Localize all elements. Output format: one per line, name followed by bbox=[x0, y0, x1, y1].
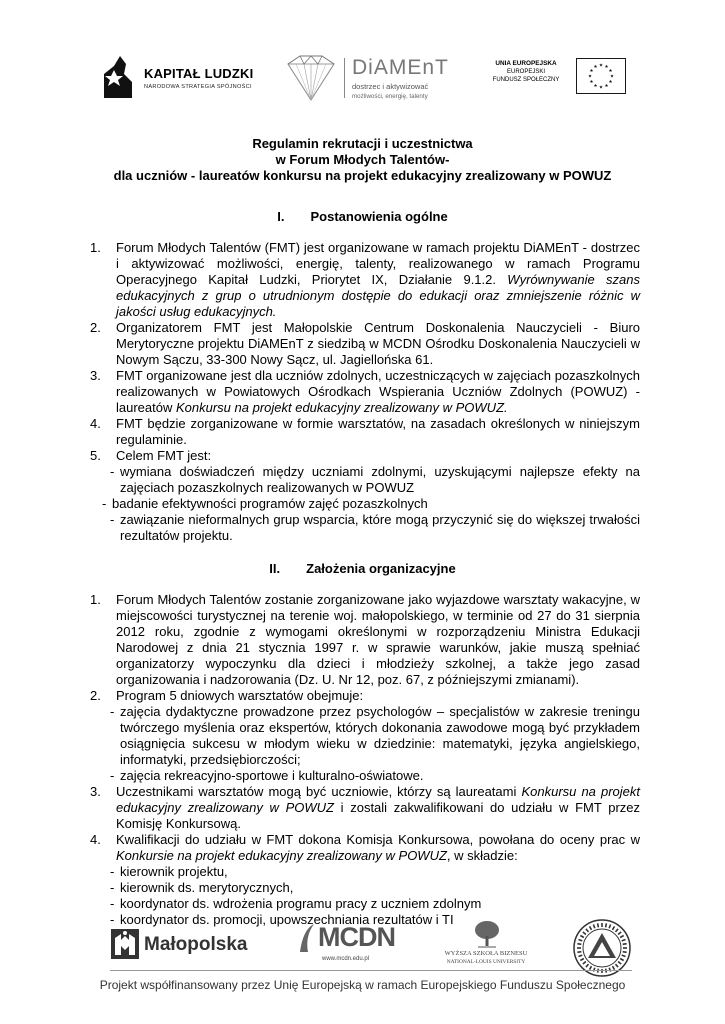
sub-item bbox=[88, 512, 640, 544]
dash: - bbox=[110, 912, 115, 927]
item-text: Organizatorem FMT jest Małopolskie Centrum Doskonalenia Nauczycieli - Biuro Merytoryczne projektu DiAMEnT z siedzibą w MCDN Ośrodku Doskonalenia Nauczycieli w Nowym Sączu, 33-300 Nowy Sącz, ul. Jagiellońska 61. bbox=[116, 320, 640, 367]
footer bbox=[0, 918, 725, 998]
footer-divider bbox=[110, 970, 632, 971]
list-item bbox=[88, 592, 640, 688]
item-text: FMT organizowane jest dla uczniów zdolnych, uczestniczących w zajęciach pozaszkolnych realizowanych w Powiatowych Ośrodkach Wspierania Uczniów Zdolnych (POWUZ) - laureatów bbox=[116, 368, 640, 415]
sub-item-text: koordynator ds. promocji, upowszechniania rezultatów i TI bbox=[120, 912, 454, 927]
sub-item-text: kierownik projektu, bbox=[120, 864, 228, 879]
diament-subtitle-2: możliwości, energię, talenty bbox=[352, 93, 428, 100]
eu-line-2: EUROPEJSKI bbox=[506, 69, 545, 75]
document-title bbox=[0, 136, 725, 184]
item-text-after: , w składzie: bbox=[446, 848, 518, 863]
item-text: Program 5 dniowych warsztatów obejmuje: bbox=[116, 688, 364, 703]
seal-tick bbox=[577, 944, 581, 945]
diamond-icon bbox=[280, 54, 342, 104]
wsb-logo bbox=[436, 920, 536, 968]
sub-item-text: badanie efektywności programów zajęć pozaszkolnych bbox=[112, 496, 428, 511]
sub-item-text: zajęcia rekreacyjno-sportowe i kulturalno-oświatowe. bbox=[120, 768, 424, 783]
mcdn-url: www.mcdn.edu.pl bbox=[322, 956, 370, 962]
item-number: 1. bbox=[90, 240, 101, 255]
section-2-list bbox=[88, 592, 640, 928]
sub-item-text: wymiana doświadczeń między uczniami zdolnymi, uzyskującymi najlepsze efekty na zajęciach pozaszkolnych realizowanych w POWUZ bbox=[120, 464, 640, 495]
national-louis-university-seal-icon bbox=[572, 918, 632, 978]
kapital-ludzki-title: KAPITAŁ LUDZKI bbox=[144, 66, 254, 81]
malopolska-emblem-icon bbox=[110, 928, 140, 960]
dash: - bbox=[110, 864, 115, 879]
section-1-heading bbox=[0, 209, 725, 225]
diament-logo bbox=[280, 54, 460, 106]
sub-item bbox=[88, 464, 640, 496]
item-italic-text: Konkursu na projekt edukacyjny zrealizowany w POWUZ bbox=[116, 784, 640, 815]
section-2-heading bbox=[0, 561, 725, 577]
mcdn-text: MCDN bbox=[318, 922, 395, 952]
sub-item-text: koordynator ds. wdrożenia programu pracy z uczniem zdolnym bbox=[120, 896, 482, 911]
list-item bbox=[88, 320, 640, 368]
diament-separator bbox=[344, 58, 345, 98]
sub-item bbox=[88, 496, 640, 512]
item-text-after: i zostali zakwalifikowani do udziału w FMT przez Komisję Konkursową. bbox=[116, 800, 641, 831]
sub-item bbox=[88, 896, 640, 912]
header-logos bbox=[0, 50, 725, 110]
item-italic-text: Wyrównywanie szans edukacyjnych z grup o utrudnionym dostępie do edukacji oraz zmniejszenie różnic w jakości usług edukacyjnych. bbox=[116, 272, 640, 319]
dash: - bbox=[102, 496, 107, 511]
diament-subtitle-1: dostrzec i aktywizować bbox=[352, 82, 429, 91]
wsb-line-2: NATIONAL-LOUIS UNIVERSITY bbox=[446, 959, 526, 965]
item-number: 2. bbox=[90, 320, 101, 335]
section-1-list bbox=[88, 240, 640, 544]
list-item bbox=[88, 784, 640, 832]
malopolska-text: Małopolska bbox=[144, 934, 248, 955]
item-number: 4. bbox=[90, 832, 101, 847]
sub-item bbox=[88, 704, 640, 768]
title-line-1: Regulamin rekrutacji i uczestnictwa bbox=[252, 136, 473, 151]
list-item bbox=[88, 688, 640, 704]
seal-tick bbox=[623, 952, 627, 953]
kapital-ludzki-emblem-icon bbox=[100, 52, 136, 102]
diament-title: DiAMEnT bbox=[352, 56, 449, 79]
dash: - bbox=[110, 704, 115, 719]
dash: - bbox=[110, 512, 115, 527]
tree-icon bbox=[472, 920, 502, 948]
eu-line-1: UNIA EUROPEJSKA bbox=[495, 60, 557, 67]
list-item bbox=[88, 368, 640, 416]
kapital-ludzki-logo bbox=[100, 52, 270, 104]
section-2-title: Założenia organizacyjne bbox=[306, 561, 456, 576]
section-1-title: Postanowienia ogólne bbox=[310, 209, 448, 224]
funding-note: Projekt współfinansowany przez Unię Europejską w ramach Europejskiego Funduszu Społecznego bbox=[99, 978, 626, 992]
item-number: 4. bbox=[90, 416, 101, 431]
malopolska-logo bbox=[110, 928, 270, 964]
item-text: Kwalifikacji do udziału w FMT dokona Komisja Konkursowa, powołana do oceny prac w bbox=[116, 832, 640, 847]
eu-flag-icon bbox=[576, 58, 626, 94]
title-line-2: w Forum Młodych Talentów- bbox=[275, 152, 450, 167]
dash: - bbox=[110, 880, 115, 895]
item-text: FMT będzie zorganizowane w formie warsztatów, na zasadach określonych w niniejszym regulaminie. bbox=[116, 416, 640, 447]
item-number: 5. bbox=[90, 448, 101, 463]
mcdn-logo bbox=[296, 920, 396, 968]
item-number: 2. bbox=[90, 688, 101, 703]
sub-item bbox=[88, 768, 640, 784]
list-item bbox=[88, 448, 640, 464]
list-item bbox=[88, 240, 640, 320]
seal-tick bbox=[623, 944, 627, 945]
seal-tick bbox=[577, 952, 581, 953]
section-1-number: I. bbox=[277, 209, 285, 224]
section-2-number: II. bbox=[269, 561, 281, 576]
list-item bbox=[88, 416, 640, 448]
kapital-ludzki-subtitle: NARODOWA STRATEGIA SPÓJNOŚCI bbox=[144, 84, 252, 90]
item-number: 1. bbox=[90, 592, 101, 607]
eu-text bbox=[486, 60, 566, 83]
item-italic-text: Konkursu na projekt edukacyjny zrealizowany w POWUZ. bbox=[175, 400, 508, 415]
seal-tick bbox=[598, 923, 599, 927]
dash: - bbox=[110, 768, 115, 783]
sub-item bbox=[88, 864, 640, 880]
item-text: Forum Młodych Talentów (FMT) jest organizowane w ramach projektu DiAMEnT - dostrzec i aktywizować możliwości, energię, talenty, realizowanego w ramach Programu Operacyjnego Kapitał Ludzki, Priorytet IX, Działanie 9.1.2. bbox=[116, 240, 640, 287]
wsb-line-1: WYŻSZA SZKOŁA BIZNESU bbox=[444, 950, 528, 957]
sub-item-text: zawiązanie nieformalnych grup wsparcia, które mogą przyczynić się do większej trwałości rezultatów projektu. bbox=[120, 512, 640, 543]
eu-logo bbox=[486, 58, 628, 98]
list-item bbox=[88, 832, 640, 864]
item-number: 3. bbox=[90, 368, 101, 383]
sub-item-text: kierownik ds. merytorycznych, bbox=[120, 880, 294, 895]
title-line-3: dla uczniów - laureatów konkursu na projekt edukacyjny zrealizowany w POWUZ bbox=[113, 168, 612, 183]
dash: - bbox=[110, 896, 115, 911]
sub-item bbox=[88, 880, 640, 896]
item-italic-text: Konkursie na projekt edukacyjny zrealizowany w POWUZ bbox=[116, 848, 447, 863]
sub-item-text: zajęcia dydaktyczne prowadzone przez psychologów – specjalistów w zakresie treningu twórczego myślenia oraz ekspertów, których dokonania zawodowe mogą być przykładem osiągnięcia sukcesu w młodym wieku w dziedzinie: matematyki, języka angielskiego, informatyki, przedsiębiorczości; bbox=[120, 704, 640, 767]
dash: - bbox=[110, 464, 115, 479]
item-text: Celem FMT jest: bbox=[116, 448, 212, 463]
seal-tick bbox=[606, 923, 607, 927]
eu-line-3: FUNDUSZ SPOŁECZNY bbox=[492, 77, 560, 83]
item-number: 3. bbox=[90, 784, 101, 799]
item-text: Uczestnikami warsztatów mogą być uczniowie, którzy są laureatami bbox=[116, 784, 522, 799]
item-text: Forum Młodych Talentów zostanie zorganizowane jako wyjazdowe warsztaty wakacyjne, w miejscowości turystycznej na terenie woj. małopolskiego, w terminie od 27 do 31 sierpnia 2012 roku, zgodnie z wymogami określonymi w rozporządzeniu Ministra Edukacji Narodowej z dnia 21 stycznia 1997 r. w sprawie warunków, jakie muszą spełniać organizatorzy wypoczynku dla dzieci i młodzieży szkolnej, a także jego zasad organizowania i nadzorowania (Dz. U. Nr 12, poz. 67, z późniejszymi zmianami). bbox=[116, 592, 640, 687]
